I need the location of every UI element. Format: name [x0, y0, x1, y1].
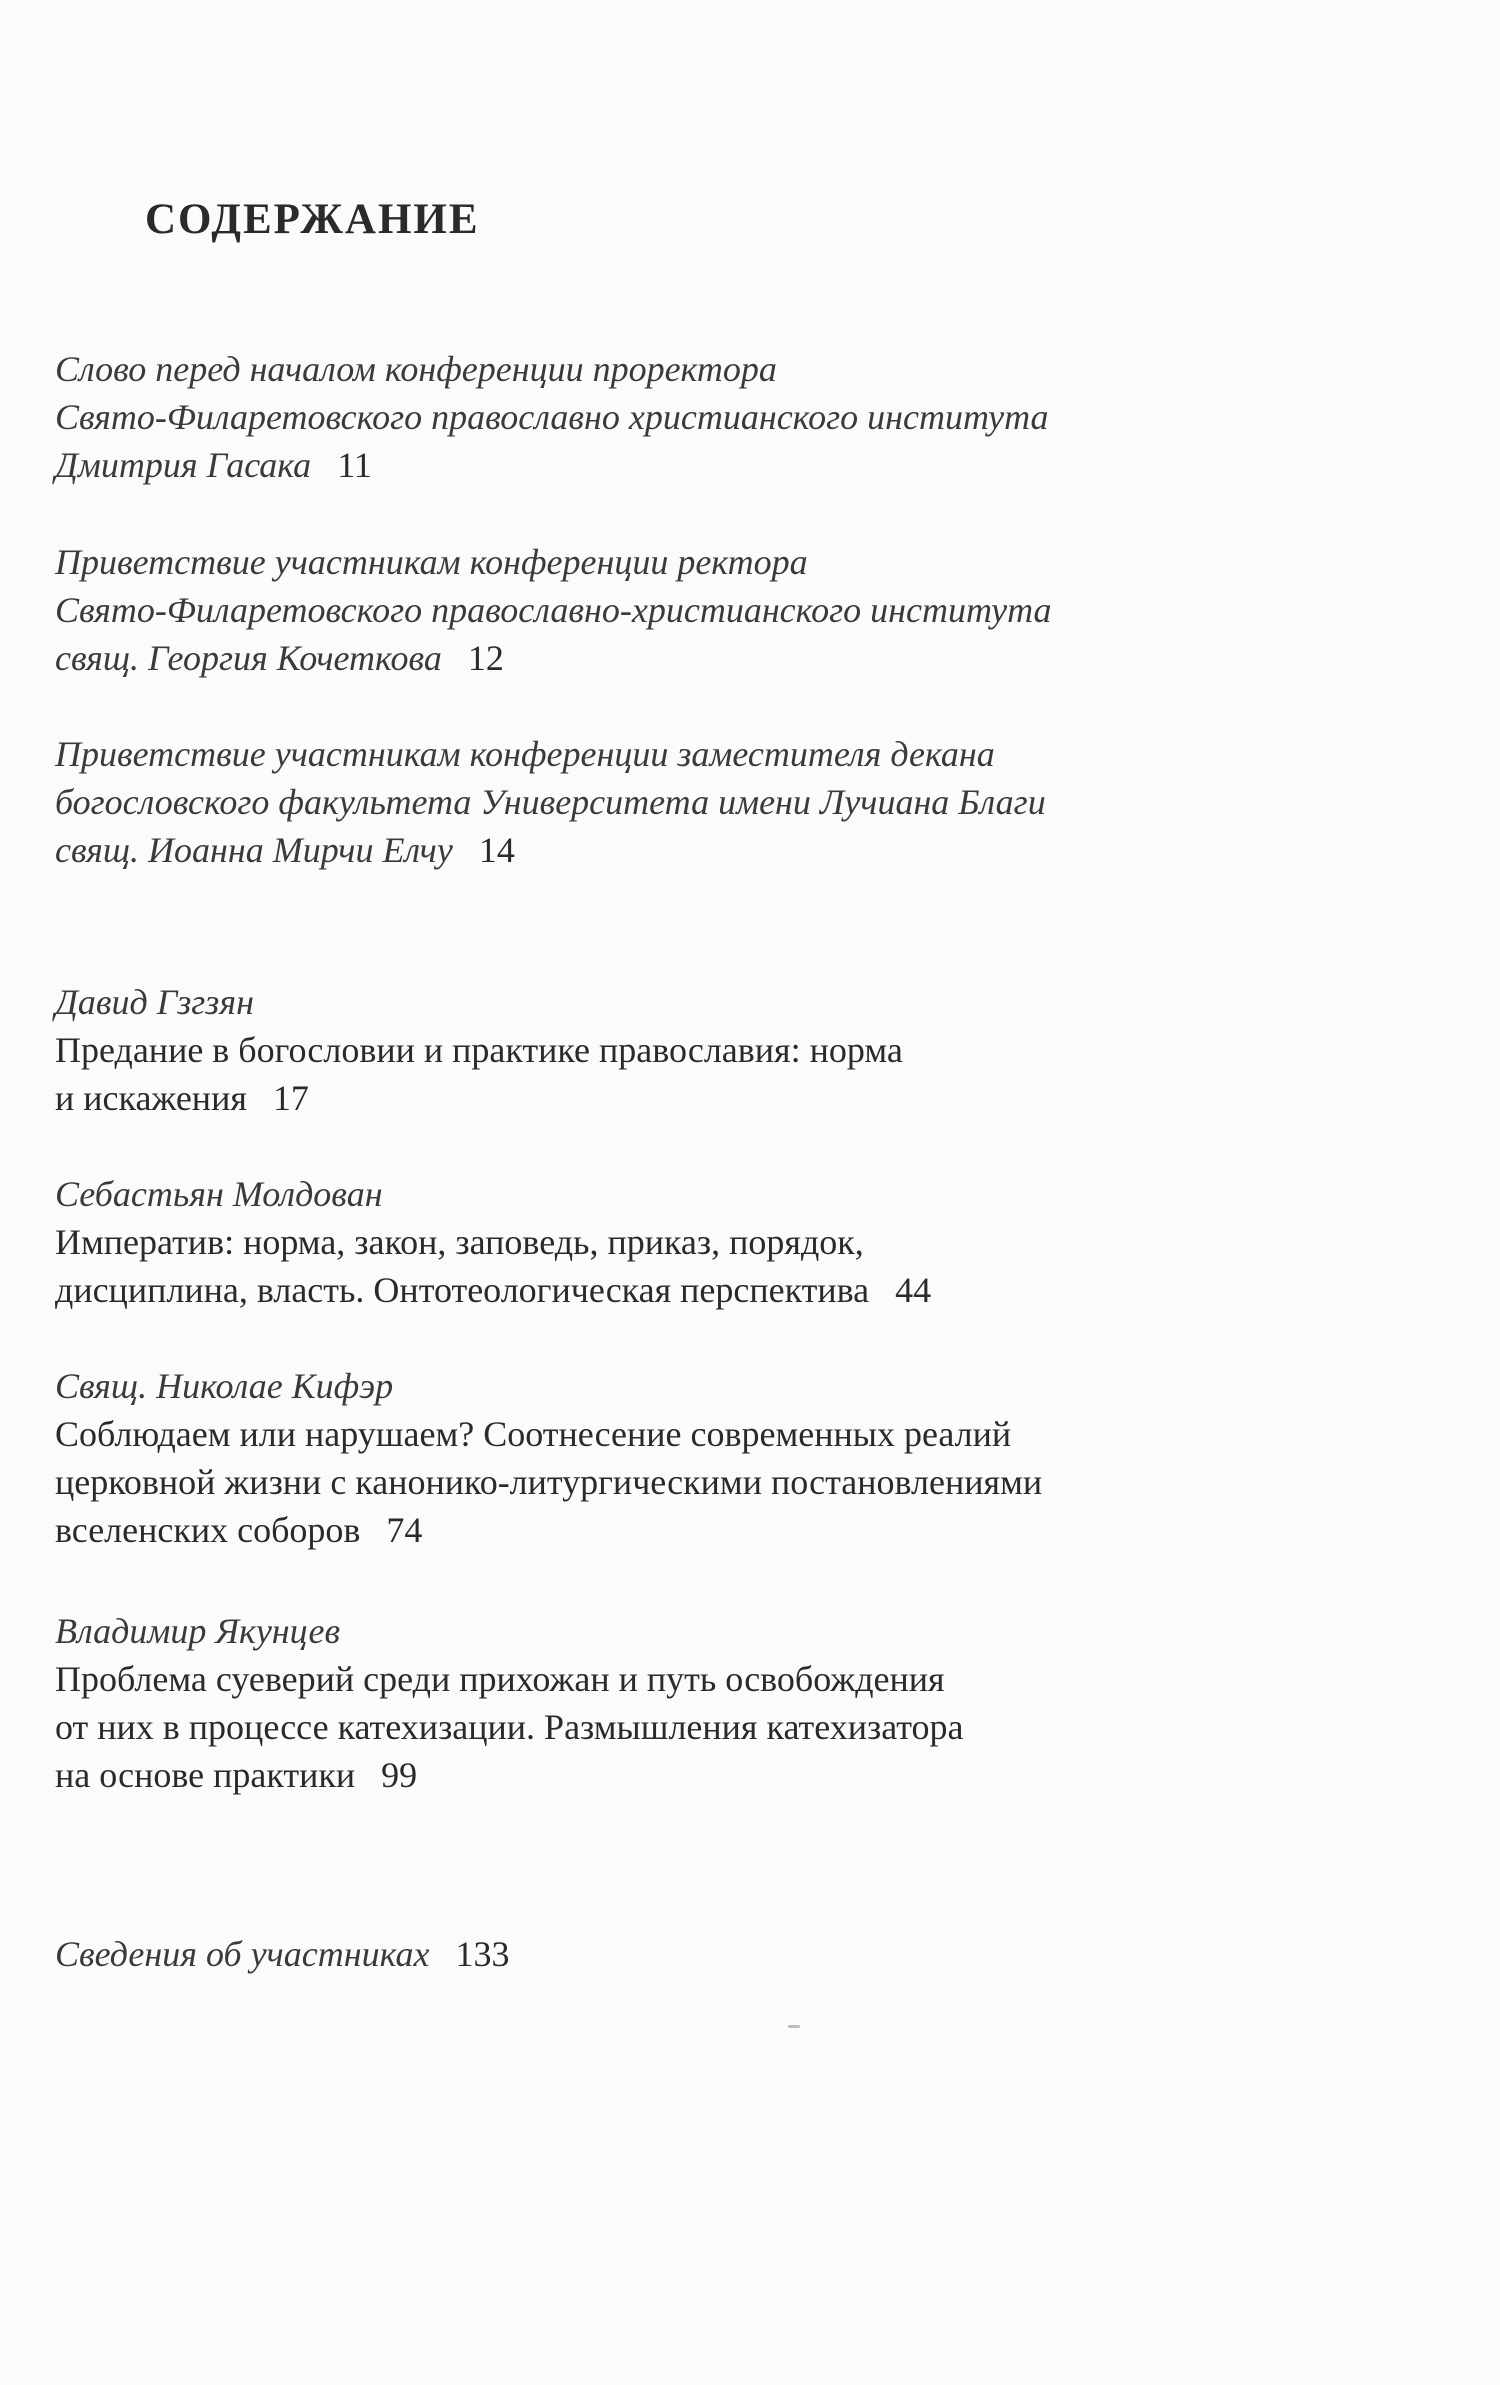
- entry-title-line: Предание в богословии и практике православия: норма: [55, 1030, 903, 1070]
- entry-title-line: Соблюдаем или нарушаем? Соотнесение современных реалий: [55, 1414, 1012, 1454]
- entry-title-line: на основе практики: [55, 1755, 356, 1795]
- page-title: СОДЕРЖАНИЕ: [145, 196, 480, 243]
- page-number: 74: [386, 1510, 423, 1550]
- page-number: 17: [272, 1078, 309, 1118]
- entry-author: Свящ. Николае Кифэр: [55, 1366, 394, 1406]
- entry-title-line: Приветствие участникам конференции заместителя декана: [55, 734, 995, 774]
- entry-title-line: и искажения: [55, 1078, 247, 1118]
- page-number: 12: [467, 638, 504, 678]
- entry-title-line: от них в процессе катехизации. Размышления катехизатора: [55, 1707, 964, 1747]
- entry-author: Себастьян Молдован: [55, 1174, 383, 1214]
- page-number: 99: [381, 1755, 418, 1795]
- entry-title-line: Императив: норма, закон, заповедь, приказ, порядок,: [55, 1222, 864, 1262]
- entry-title-line: церковной жизни с канонико-литургическими постановлениями: [55, 1462, 1043, 1502]
- toc-entry-rector-greeting: [55, 538, 1355, 682]
- entry-title-line: Свято-Филаретовского православно-христианского института: [55, 590, 1052, 630]
- entry-title-line: вселенских соборов: [55, 1510, 361, 1550]
- toc-entry-participants: [55, 1930, 1355, 1978]
- entry-title-line: свящ. Иоанна Мирчи Елчу: [55, 830, 453, 870]
- toc-entry-gzgzyan: [55, 978, 1355, 1122]
- toc-entry-dean-greeting: [55, 730, 1355, 874]
- entry-title-line: богословского факультета Университета имени Лучиана Благи: [55, 782, 1046, 822]
- entry-title-line: Свято-Филаретовского православно христианского института: [55, 397, 1049, 437]
- entry-title-line: Приветствие участникам конференции ректора: [55, 542, 808, 582]
- page-number: 133: [455, 1934, 510, 1974]
- entry-title-line: Сведения об участниках: [55, 1934, 430, 1974]
- entry-title-line: свящ. Георгия Кочеткова: [55, 638, 442, 678]
- entry-author: Владимир Якунцев: [55, 1611, 341, 1651]
- entry-title-line: Проблема суеверий среди прихожан и путь освобождения: [55, 1659, 945, 1699]
- entry-title-line: Дмитрия Гасака: [55, 445, 312, 485]
- entry-title-line: Слово перед началом конференции проректора: [55, 349, 777, 389]
- page-number: 14: [478, 830, 515, 870]
- toc-entry-yakuntsev: [55, 1607, 1355, 1799]
- entry-title-line: дисциплина, власть. Онтотеологическая перспектива: [55, 1270, 870, 1310]
- page-number: 11: [337, 445, 372, 485]
- page-number: 44: [895, 1270, 932, 1310]
- toc-entry-opening-address: [55, 345, 1355, 489]
- toc-entry-kifer: [55, 1362, 1355, 1554]
- print-speck: [788, 2025, 800, 2028]
- toc-entry-moldovan: [55, 1170, 1355, 1314]
- entry-author: Давид Гзгзян: [55, 982, 254, 1022]
